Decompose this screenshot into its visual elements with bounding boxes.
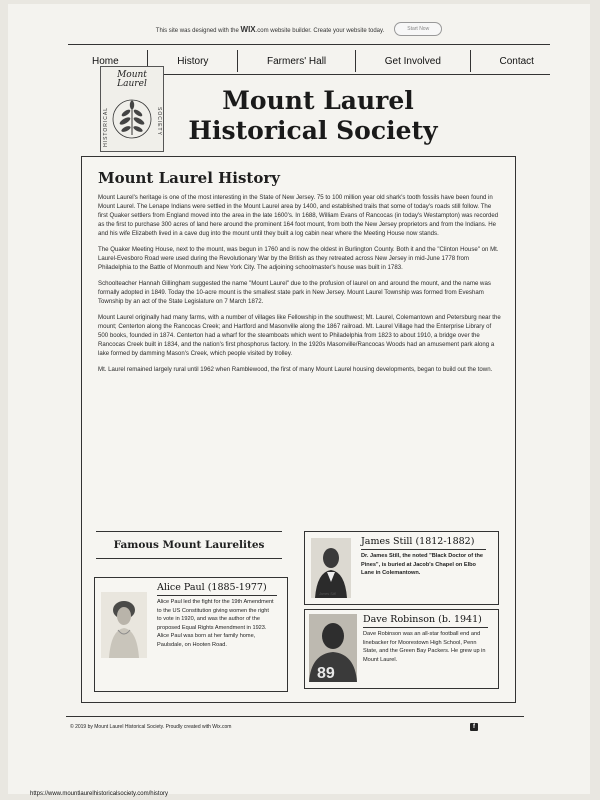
history-section xyxy=(81,156,516,703)
page xyxy=(8,4,590,794)
dave-robinson-card xyxy=(304,609,499,689)
james-still-card xyxy=(304,531,499,605)
wix-logo[interactable]: WIX xyxy=(240,24,256,34)
history-heading: Mount Laurel History xyxy=(98,169,280,187)
history-paragraph: Mount Laurel's heritage is one of the most interesting in the State of New Jersey. 75 to 100 million year old shark's tooth fossils have been found in Mount Laurel. The Lenape Indians were settled in the Mount Laurel area by 1400, and established trails that some of today's roads still follow. The first Quaker settlers from England moved into the area in the late 1600's. In 1688, William Evans of Rancocas (in today's Westampton) was recorded as the first to purchase 300 acres of land here around the prominent 164 foot mount, from both the New Jersey proprietors and from the Indians. He and his wife Elizabeth lived in a cave dug into the mount until they built a log cabin near where the Meeting House now stands. xyxy=(98,194,499,237)
dave-robinson-photo xyxy=(309,614,357,682)
nav-get-involved[interactable]: Get Involved xyxy=(384,55,441,67)
wix-banner xyxy=(8,14,590,44)
banner-text-post: .com website builder. Create your website today. xyxy=(255,27,385,34)
portrait-icon xyxy=(311,538,351,598)
portrait-icon xyxy=(309,614,357,682)
page-url[interactable]: https://www.mountlaurelhistoricalsociety.com/history xyxy=(30,791,168,797)
society-logo[interactable] xyxy=(100,66,164,152)
nav-divider xyxy=(470,50,471,72)
history-paragraph: Mount Laurel originally had many farms, with a number of villages like Fellowship in the southwest; Mt. Laurel, Colemantown and Petersburg near the mount; Centerton along the Rancocas Creek; and Hartford and Masonville along the 1867 railroad. Mt. Laurel Village had the Enterprise Library of 500 books, founded in 1874. Centerton had a wharf for the steamboats which went to Philadelphia from 1823 to about 1910, a bridge over the Rancocas Creek built in 1834, and the nation's first phosphorus factory. In the 1920s Masonville/Rancocas Woods had an amusement park along a lake formed by damming Mason's Creek, which people visited by trolley. xyxy=(98,314,501,357)
divider xyxy=(157,595,277,596)
nav-divider xyxy=(237,50,238,72)
laurel-leaf-icon xyxy=(101,67,163,151)
person-description: Dave Robinson was an all-star football end and linebacker for Moorestown High School, Penn State, and the Green Bay Packers. He grew up in Mount Laurel. xyxy=(363,631,486,663)
nav-contact[interactable]: Contact xyxy=(499,55,534,67)
photo-caption: James Still xyxy=(319,592,336,596)
svg-text:89: 89 xyxy=(317,665,335,682)
nav-divider xyxy=(355,50,356,72)
banner-text-pre: This site was designed with the xyxy=(155,27,239,34)
logo-line1: Mount xyxy=(117,70,147,80)
footer-divider xyxy=(66,716,524,717)
person-name: Alice Paul (1885-1977) xyxy=(157,582,267,593)
portrait-icon xyxy=(101,592,147,658)
wix-banner-text xyxy=(156,25,384,34)
nav-farmers-hall[interactable]: Farmers' Hall xyxy=(267,55,327,67)
nav-top-border xyxy=(68,44,550,45)
person-name: Dave Robinson (b. 1941) xyxy=(363,614,482,625)
facebook-icon[interactable]: f xyxy=(470,723,478,731)
person-name: James Still (1812-1882) xyxy=(361,536,475,547)
history-paragraph: The Quaker Meeting House, next to the mount, was begun in 1760 and is now the oldest in Burlington County. Both it and the "Clinton House" on Mt. Laurel-Evesboro Road were used during the Revolutionary War by the British as they retreated across New Jersey in mid-June 1778 from Philadelphia to the Battle of Monmouth and New York City. The adjoining schoolmaster's house was built in 1783. xyxy=(98,246,499,271)
start-now-button[interactable]: Start Now xyxy=(394,22,442,36)
site-title-line2: Historical Society xyxy=(188,116,438,145)
history-body xyxy=(98,193,502,381)
site-title-line1: Mount Laurel xyxy=(222,86,414,115)
divider xyxy=(363,627,488,628)
james-still-photo xyxy=(311,538,351,598)
logo-line2: Laurel xyxy=(117,79,147,89)
history-paragraph: Mt. Laurel remained largely rural until 1962 when Ramblewood, the first of many Mount Laurel housing developments, began to build out the town. xyxy=(98,366,493,373)
nav-history[interactable]: History xyxy=(177,55,209,67)
logo-side-right: SOCIETY xyxy=(156,107,162,136)
person-description: Alice Paul led the fight for the 19th Amendment to the US Constitution giving women the right to vote in 1920, and was the author of the proposed Equal Rights Amendment in 1923. Alice Paul was born at her family home, Paulsdale, on Hooten Road. xyxy=(157,599,274,648)
person-description: Dr. James Still, the noted "Black Doctor of the Pines", is buried at Jacob's Chapel on Elbo Lane in Colemantown. xyxy=(361,553,484,576)
logo-side-left: HISTORICAL xyxy=(103,107,109,147)
famous-heading: Famous Mount Laurelites xyxy=(96,531,282,559)
history-paragraph: Schoolteacher Hannah Gillingham suggested the name "Mount Laurel" due to the profusion of laurel on and around the mount, and the name was formally adopted in 1849. Today the 10-acre mount is the smallest state park in New Jersey. Mount Laurel Township was formed from Evesham Township by an act of the State Legislature on 7 March 1872. xyxy=(98,280,491,305)
nav-home[interactable]: Home xyxy=(92,55,119,67)
footer-text: © 2019 by Mount Laurel Historical Society. Proudly created with Wix.com xyxy=(70,724,232,730)
nav-bottom-border xyxy=(148,74,550,75)
divider xyxy=(361,549,486,550)
alice-paul-card xyxy=(94,577,288,692)
alice-paul-photo xyxy=(101,592,147,658)
site-title xyxy=(163,86,463,146)
